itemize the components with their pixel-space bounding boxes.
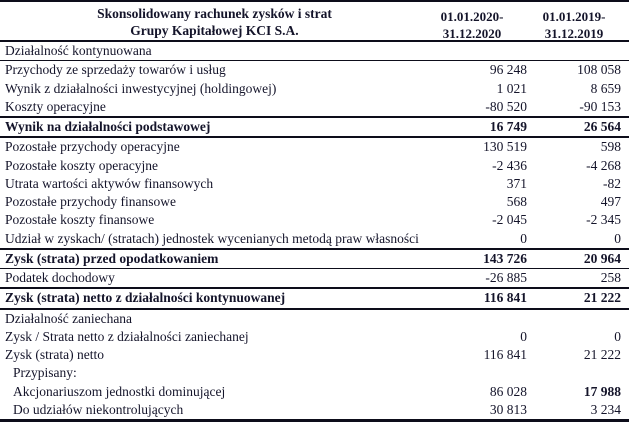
table-row-impairment-financial-assets [0,175,629,193]
row-label: Zysk / Strata netto z działalności zaniechanej [5,328,249,344]
row-label: Zysk (strata) netto z działalności kontynuowanej [5,290,286,306]
table-row-other-financial-costs [0,211,629,229]
table-row-revenue [0,61,629,79]
row-value-2020 [429,364,529,382]
row-value-2019: 26 564 [583,119,621,134]
row-value-2019: 3 234 [590,401,621,417]
row-value-2019: 20 964 [583,250,621,266]
row-value-2019 [529,310,629,328]
table-row-operating-costs [0,98,629,118]
row-value-2019: 0 [614,328,621,344]
row-value-2020: 86 028 [489,383,527,399]
row-value-2020: -2 436 [492,157,527,173]
table-row-net-profit-discontinued [0,328,629,346]
table-row-other-operating-costs [0,157,629,175]
row-value-2019: 497 [600,194,621,209]
period-2020-start: 01.01.2020- [440,9,504,24]
row-label: Przypisany: [13,365,77,381]
row-value-2020: 568 [506,194,527,209]
table-row-parent-shareholders [0,383,629,401]
row-value-2019: -4 268 [586,157,621,173]
row-value-2019: 0 [614,230,621,246]
period-column-2020 [429,2,529,40]
row-value-2020 [429,310,529,328]
row-label: Pozostałe przychody operacyjne [5,139,180,155]
row-value-2020: 96 248 [489,62,527,78]
row-value-2020: -2 045 [492,212,527,228]
row-label: Podatek dochodowy [5,270,115,285]
period-2019-start: 01.01.2019- [542,9,606,24]
period-column-2019 [529,2,629,40]
row-label: Pozostałe przychody finansowe [5,194,176,209]
row-label: Zysk (strata) przed opodatkowaniem [5,250,219,266]
table-row-net-profit [0,346,629,364]
row-value-2020: 116 841 [483,290,527,306]
row-value-2019: 21 222 [583,347,621,362]
row-value-2019: -82 [603,175,621,191]
row-label: Do udziałów niekontrolujących [13,401,184,417]
section-row-continued-operations [0,42,629,61]
statement-title-line-2: Grupy Kapitałowej KCI S.A. [130,23,299,38]
table-header [0,2,629,42]
row-label: Przychody ze sprzedaży towarów i usług [5,62,226,78]
table-row-income-tax [0,269,629,289]
total-row-core-activity-result [0,118,629,138]
row-value-2019: -2 345 [586,212,621,228]
row-value-2019: 258 [600,270,621,285]
table-row-equity-method-share [0,230,629,250]
period-2020-end: 31.12.2020 [442,26,502,41]
row-value-2019 [529,364,629,382]
row-label: Utrata wartości aktywów finansowych [5,175,214,191]
row-label: Koszty operacyjne [5,98,106,114]
statement-title-line-1: Skonsolidowany rachunek zysków i strat [97,6,332,21]
total-row-profit-before-tax [0,250,629,269]
row-value-2019: -90 153 [579,98,621,114]
row-value-2020: 16 749 [489,119,527,134]
row-value-2020: 143 726 [483,250,527,266]
row-value-2020 [429,42,529,60]
row-value-2020: 0 [520,328,527,344]
row-value-2019: 8 659 [590,80,621,96]
row-label: Pozostałe koszty finansowe [5,212,155,228]
table-row-non-controlling-interests [0,401,629,419]
row-label: Akcjonariuszom jednostki dominującej [13,383,226,399]
section-row-discontinued-operations [0,310,629,328]
row-label: Wynik z działalności inwestycyjnej (holdingowej) [5,80,277,96]
statement-title [0,2,429,40]
period-2019-end: 31.12.2019 [544,26,604,41]
row-value-2019: 108 058 [577,62,621,78]
row-label: Pozostałe koszty operacyjne [5,157,158,173]
row-label: Udział w zyskach/ (stratach) jednostek wycenianych metodą praw własności [5,230,419,246]
row-label: Wynik na działalności podstawowej [5,119,211,134]
table-row-investment-result [0,80,629,98]
row-value-2020: 130 519 [483,139,527,155]
row-value-2020: 1 021 [496,80,527,96]
row-value-2019: 598 [600,139,621,155]
row-value-2019: 17 988 [583,383,621,399]
total-row-net-profit-continued [0,289,629,309]
row-value-2020: 30 813 [489,401,527,417]
row-value-2020: 116 841 [483,347,527,362]
row-value-2020: 371 [506,175,527,191]
row-label: Działalność kontynuowana [5,43,152,58]
row-label: Zysk (strata) netto [5,347,104,362]
row-value-2020: -26 885 [485,270,527,285]
table-row-other-operating-income [0,138,629,156]
row-value-2020: -80 520 [485,98,527,114]
row-value-2019: 21 222 [583,290,621,306]
row-value-2020: 0 [520,230,527,246]
table-row-other-financial-income [0,193,629,211]
row-value-2019 [529,42,629,60]
row-label: Działalność zaniechana [5,310,133,326]
section-row-attributed [0,364,629,382]
